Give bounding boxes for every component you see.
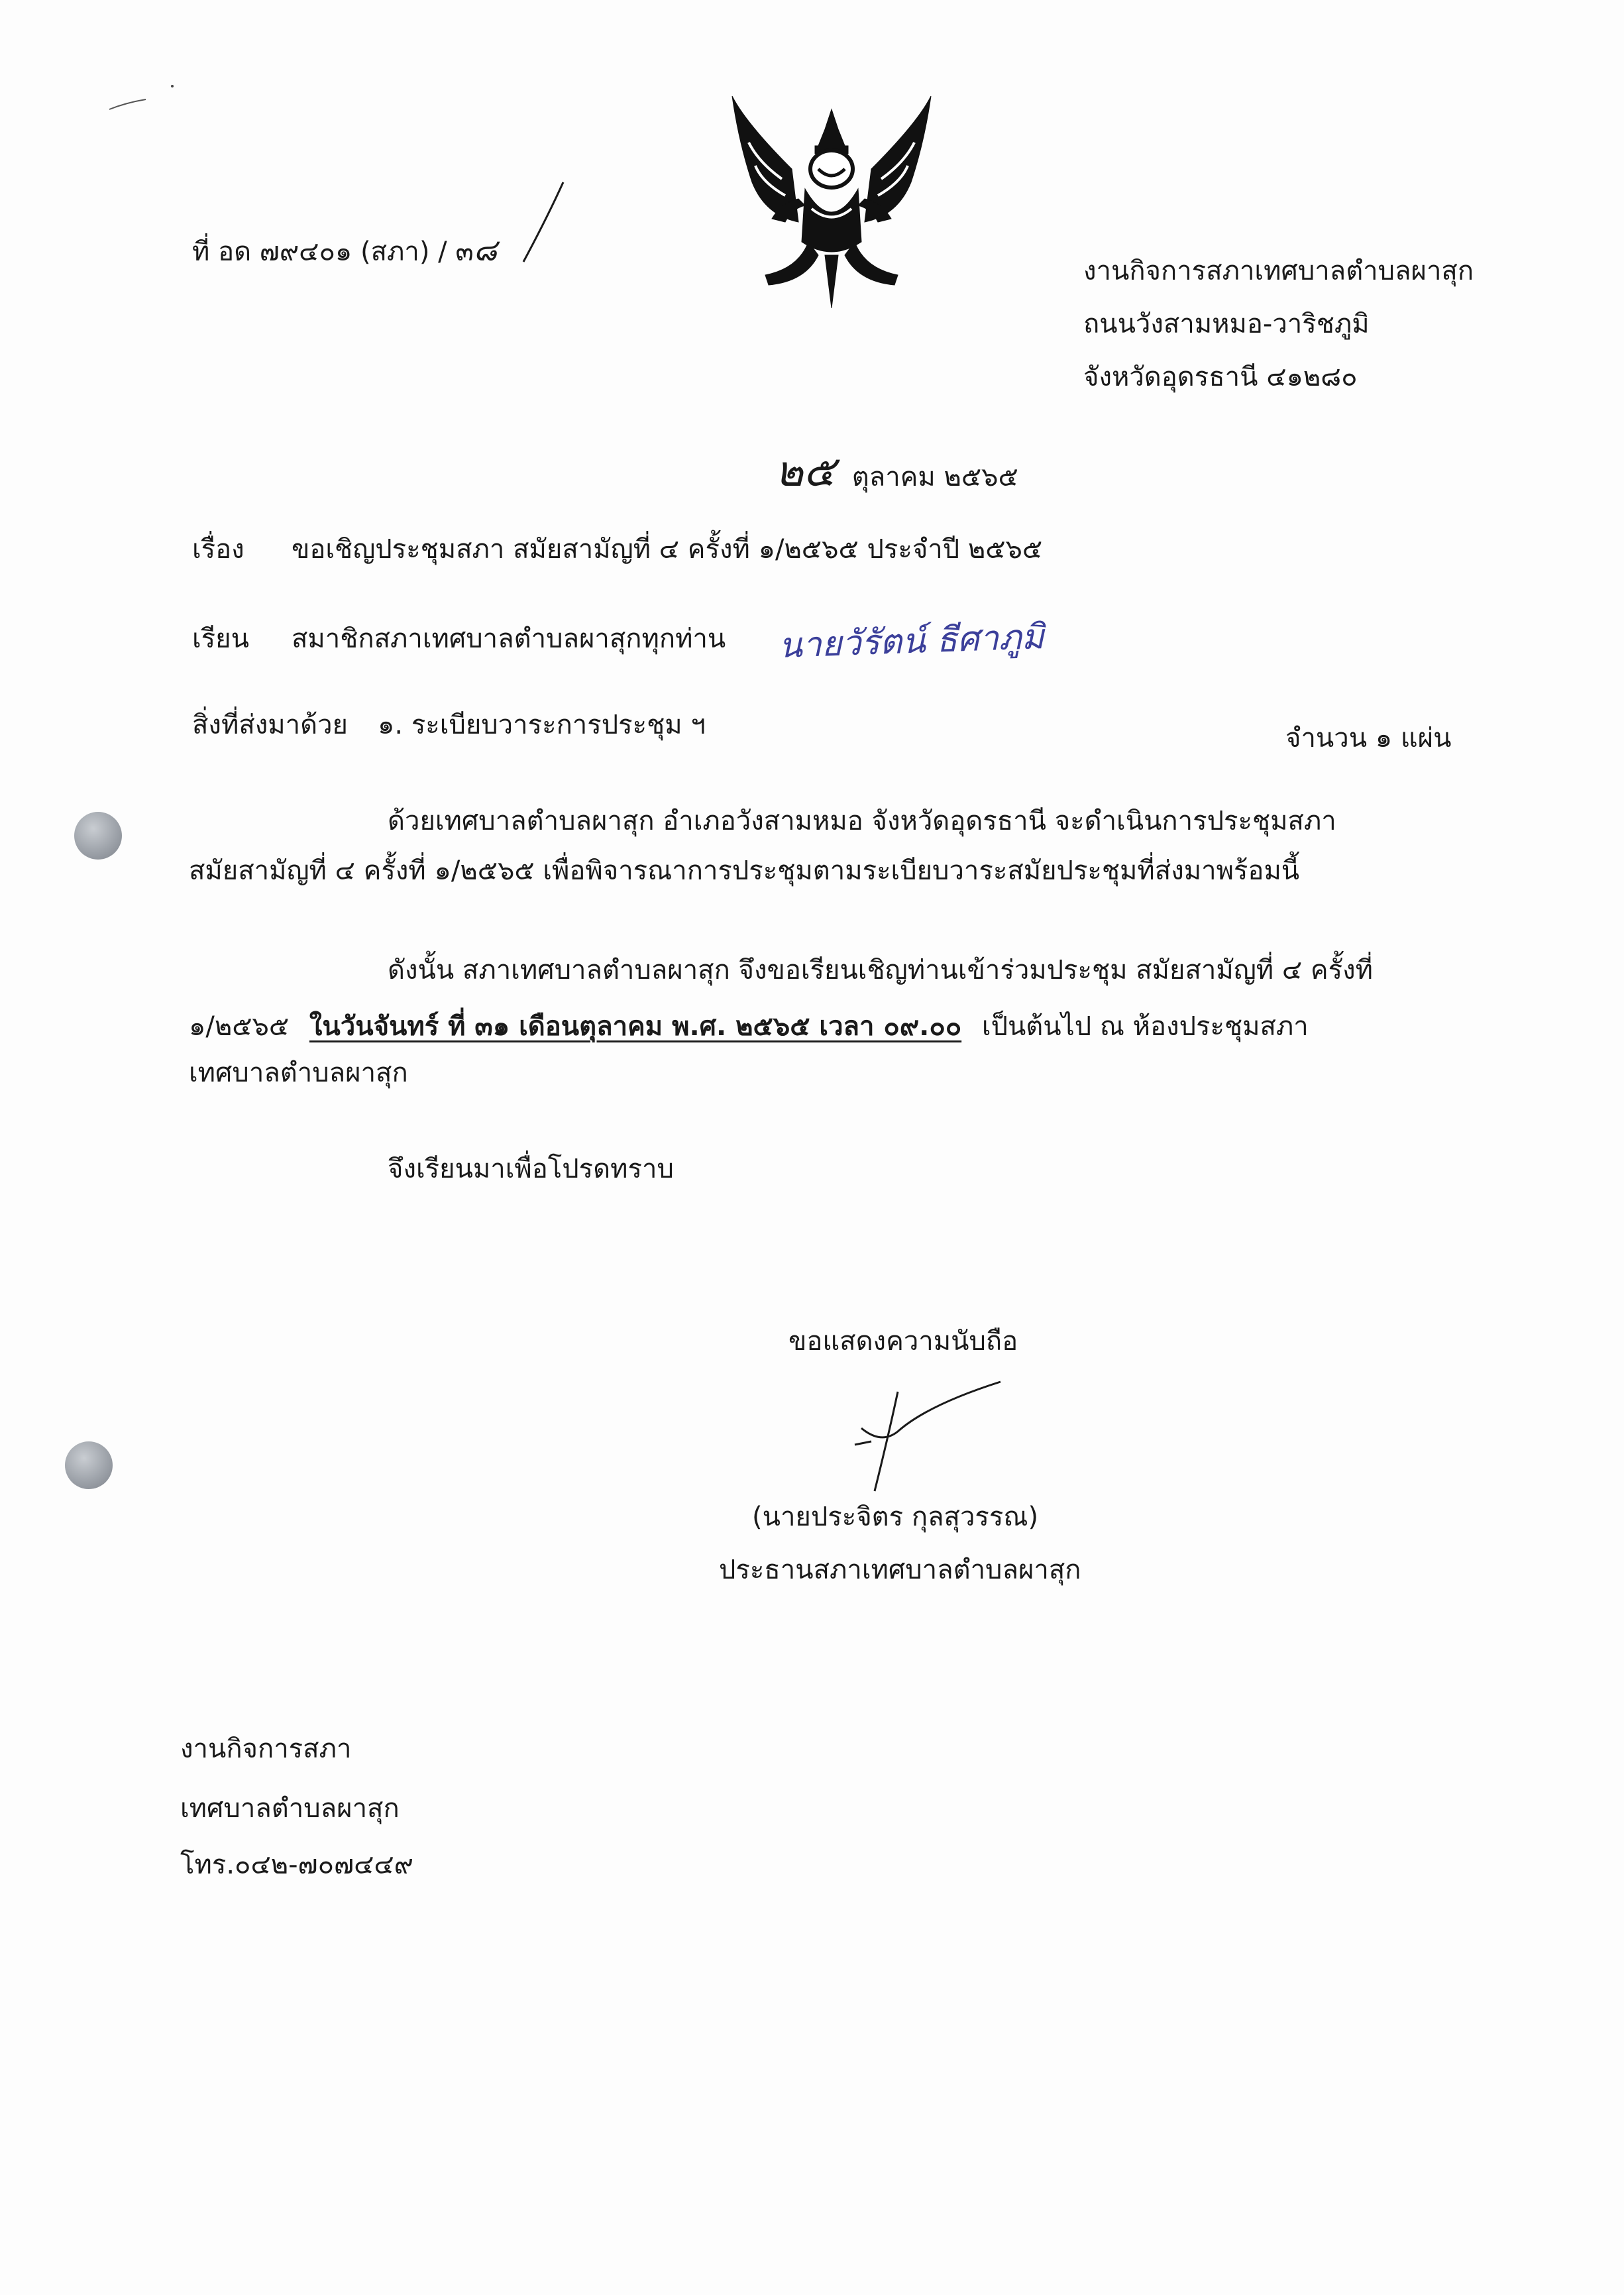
subject-label: เรื่อง [192,534,244,565]
paragraph-2-line-3: เทศบาลตำบลผาสุก [189,1058,408,1088]
office-name: งานกิจการสภาเทศบาลตำบลผาสุก [1083,256,1474,286]
office-street: ถนนวังสามหมอ-วาริชภูมิ [1083,309,1370,339]
date-month-year: ตุลาคม ๒๕๖๕ [851,462,1018,492]
paragraph-2-line-1: ดังนั้น สภาเทศบาลตำบลผาสุก จึงขอเรียนเชิญท่านเข้าร่วมประชุม สมัยสามัญที่ ๔ ครั้งที่ [388,955,1374,985]
paragraph-1-line-2: สมัยสามัญที่ ๔ ครั้งที่ ๑/๒๕๖๕ เพื่อพิจารณาการประชุมตามระเบียบวาระสมัยประชุมที่ส่งมาพร้อมนี้ [189,856,1300,886]
handwritten-slash-mark [517,179,570,265]
garuda-emblem [719,83,944,311]
recipient-text: สมาชิกสภาเทศบาลตำบลผาสุกทุกท่าน [292,624,726,654]
handwritten-signature [835,1365,1007,1498]
office-province: จังหวัดอุดรธานี ๔๑๒๘๐ [1083,362,1358,392]
recipient-label: เรียน [192,624,249,654]
footer-municipality: เทศบาลตำบลผาสุก [180,1793,400,1824]
recipient-handwritten-name: นายวัรัตน์ ธีศาภูมิ [778,617,1045,666]
enclosure-item: ๑. ระเบียบวาระการประชุม ฯ [378,710,706,740]
scan-specks [106,80,186,119]
reference-number-text: ที่ อด ๗๙๔๐๑ (สภา) / ๓ [192,237,474,267]
footer-phone: โทร.๐๔๒-๗๐๗๔๔๙ [180,1850,413,1880]
reference-number-handwritten: ๘ [473,232,498,268]
reference-number [192,232,497,268]
date-day-handwritten: ๒๕ [775,447,836,496]
paragraph-2-session-no: ๑/๒๕๖๕ [189,1011,290,1042]
signatory-name: (นายประจิตร กุลสุวรรณ) [752,1502,1039,1532]
signatory-position: ประธานสภาเทศบาลตำบลผาสุก [719,1555,1081,1585]
signature-closing: ขอแสดงความนับถือ [788,1326,1018,1357]
document-date [775,437,1018,505]
closing-sentence: จึงเรียนมาเพื่อโปรดทราบ [388,1154,674,1184]
subject-text: ขอเชิญประชุมสภา สมัยสามัญที่ ๔ ครั้งที่ ๑/๒๕๖๕ ประจำปี ๒๕๖๕ [292,534,1043,565]
footer-department: งานกิจการสภา [180,1734,352,1764]
paragraph-2-venue: เป็นต้นไป ณ ห้องประชุมสภา [981,1011,1309,1042]
punch-hole-lower [65,1441,113,1489]
enclosure-quantity: จำนวน ๑ แผ่น [1285,723,1452,754]
paragraph-2-line-2 [189,1011,1309,1042]
punch-hole-upper [74,812,122,860]
meeting-date-time: ในวันจันทร์ ที่ ๓๑ เดือนตุลาคม พ.ศ. ๒๕๖๕ เวลา ๐๙.๐๐ [309,1011,962,1042]
paragraph-1-line-1: ด้วยเทศบาลตำบลผาสุก อำเภอวังสามหมอ จังหวัดอุดรธานี จะดำเนินการประชุมสภา [388,806,1336,836]
enclosure-label: สิ่งที่ส่งมาด้วย [192,710,348,740]
